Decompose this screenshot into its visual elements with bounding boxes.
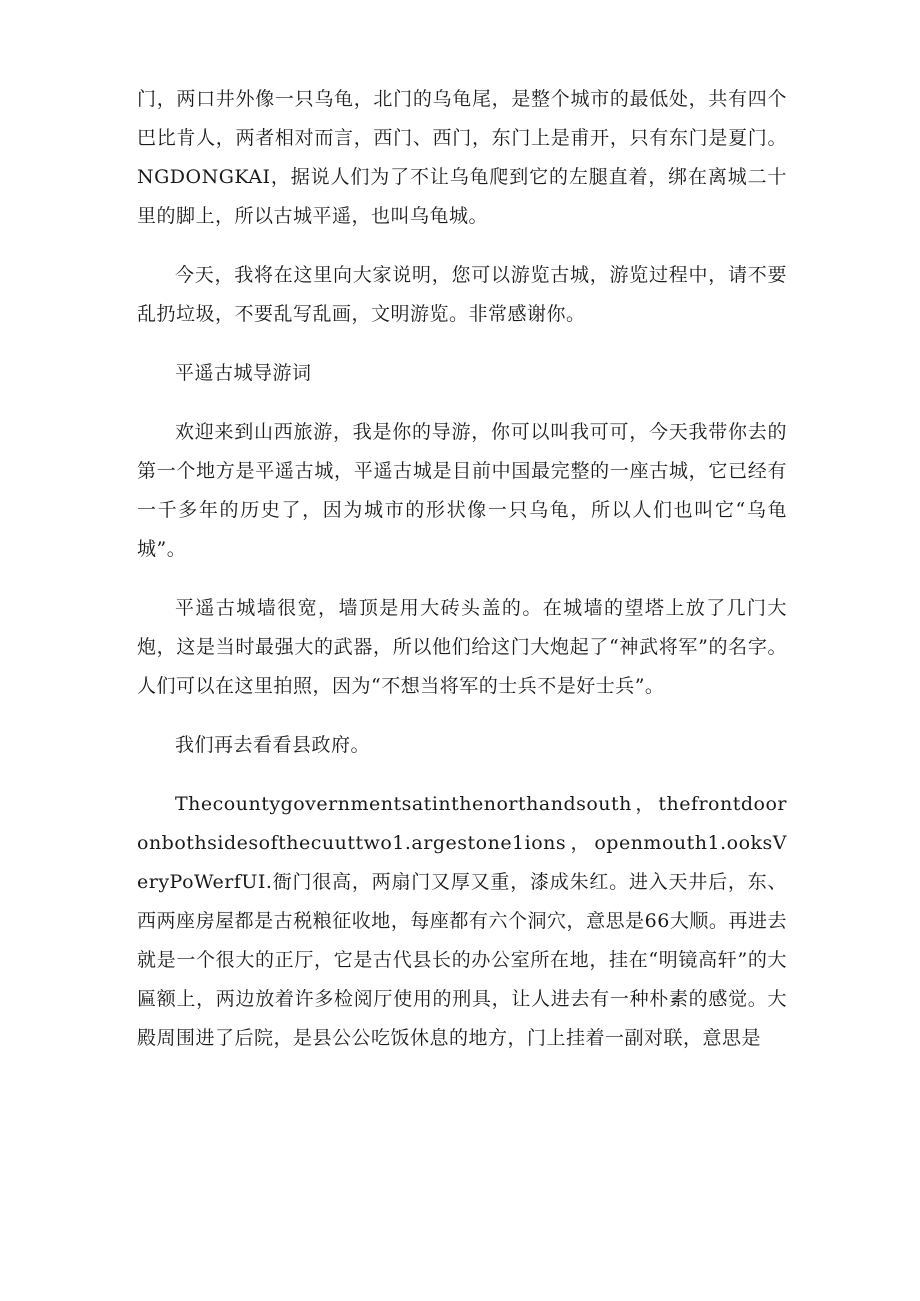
paragraph-visitor-notice: 今天，我将在这里向大家说明，您可以游览古城，游览过程中，请不要乱扔垃圾，不要乱写乱画，文明游览。非常感谢你。 — [137, 264, 787, 325]
section-heading: 平遥古城导游词 — [175, 362, 312, 384]
paragraph-turtle-city-gates: 门，两口井外像一只乌龟，北门的乌龟尾，是整个城市的最低处，共有四个巴比肯人，两者相对而言，西门、西门，东门上是甫开，只有东门是夏门。NGDONGKAI，据说人们为了不让乌龟爬到它的左腿直着，绑在离城二十里的脚上，所以古城平遥，也叫乌龟城。 — [137, 88, 787, 227]
paragraph-city-wall: 平遥古城墙很宽，墙顶是用大砖头盖的。在城墙的望塔上放了几门大炮，这是当时最强大的武器，所以他们给这门大炮起了“神武将军”的名字。人们可以在这里拍照，因为“不想当将军的士兵不是好士兵”。 — [137, 597, 787, 697]
paragraph-welcome: 欢迎来到山西旅游，我是你的导游，你可以叫我可可，今天我带你去的第一个地方是平遥古城，平遥古城是目前中国最完整的一座古城，它已经有一千多年的历史了，因为城市的形状像一只乌龟，所以人们也叫它“乌龟城”。 — [137, 421, 787, 560]
paragraph-county-government-intro: 我们再去看看县政府。 — [175, 734, 371, 756]
document-body — [137, 80, 787, 1078]
paragraph-county-government: Thecountygovernmentsatinthenorthandsouth，thefrontdooronbothsidesofthecuuttwo1.argestone1ions，openmouth1.ooksVeryPoWerfUI.衙门很高，两扇门又厚又重，漆成朱红。进入天井后，东、西两座房屋都是古税粮征收地，每座都有六个洞穴，意思是66大顺。再进去就是一个很大的正厅，它是古代县长的办公室所在地，挂在“明镜高轩”的大匾额上，两边放着许多检阅厅使用的刑具，让人进去有一种朴素的感觉。大殿周围进了后院，是县公公吃饭休息的地方，门上挂着一副对联，意思是 — [137, 793, 787, 1049]
